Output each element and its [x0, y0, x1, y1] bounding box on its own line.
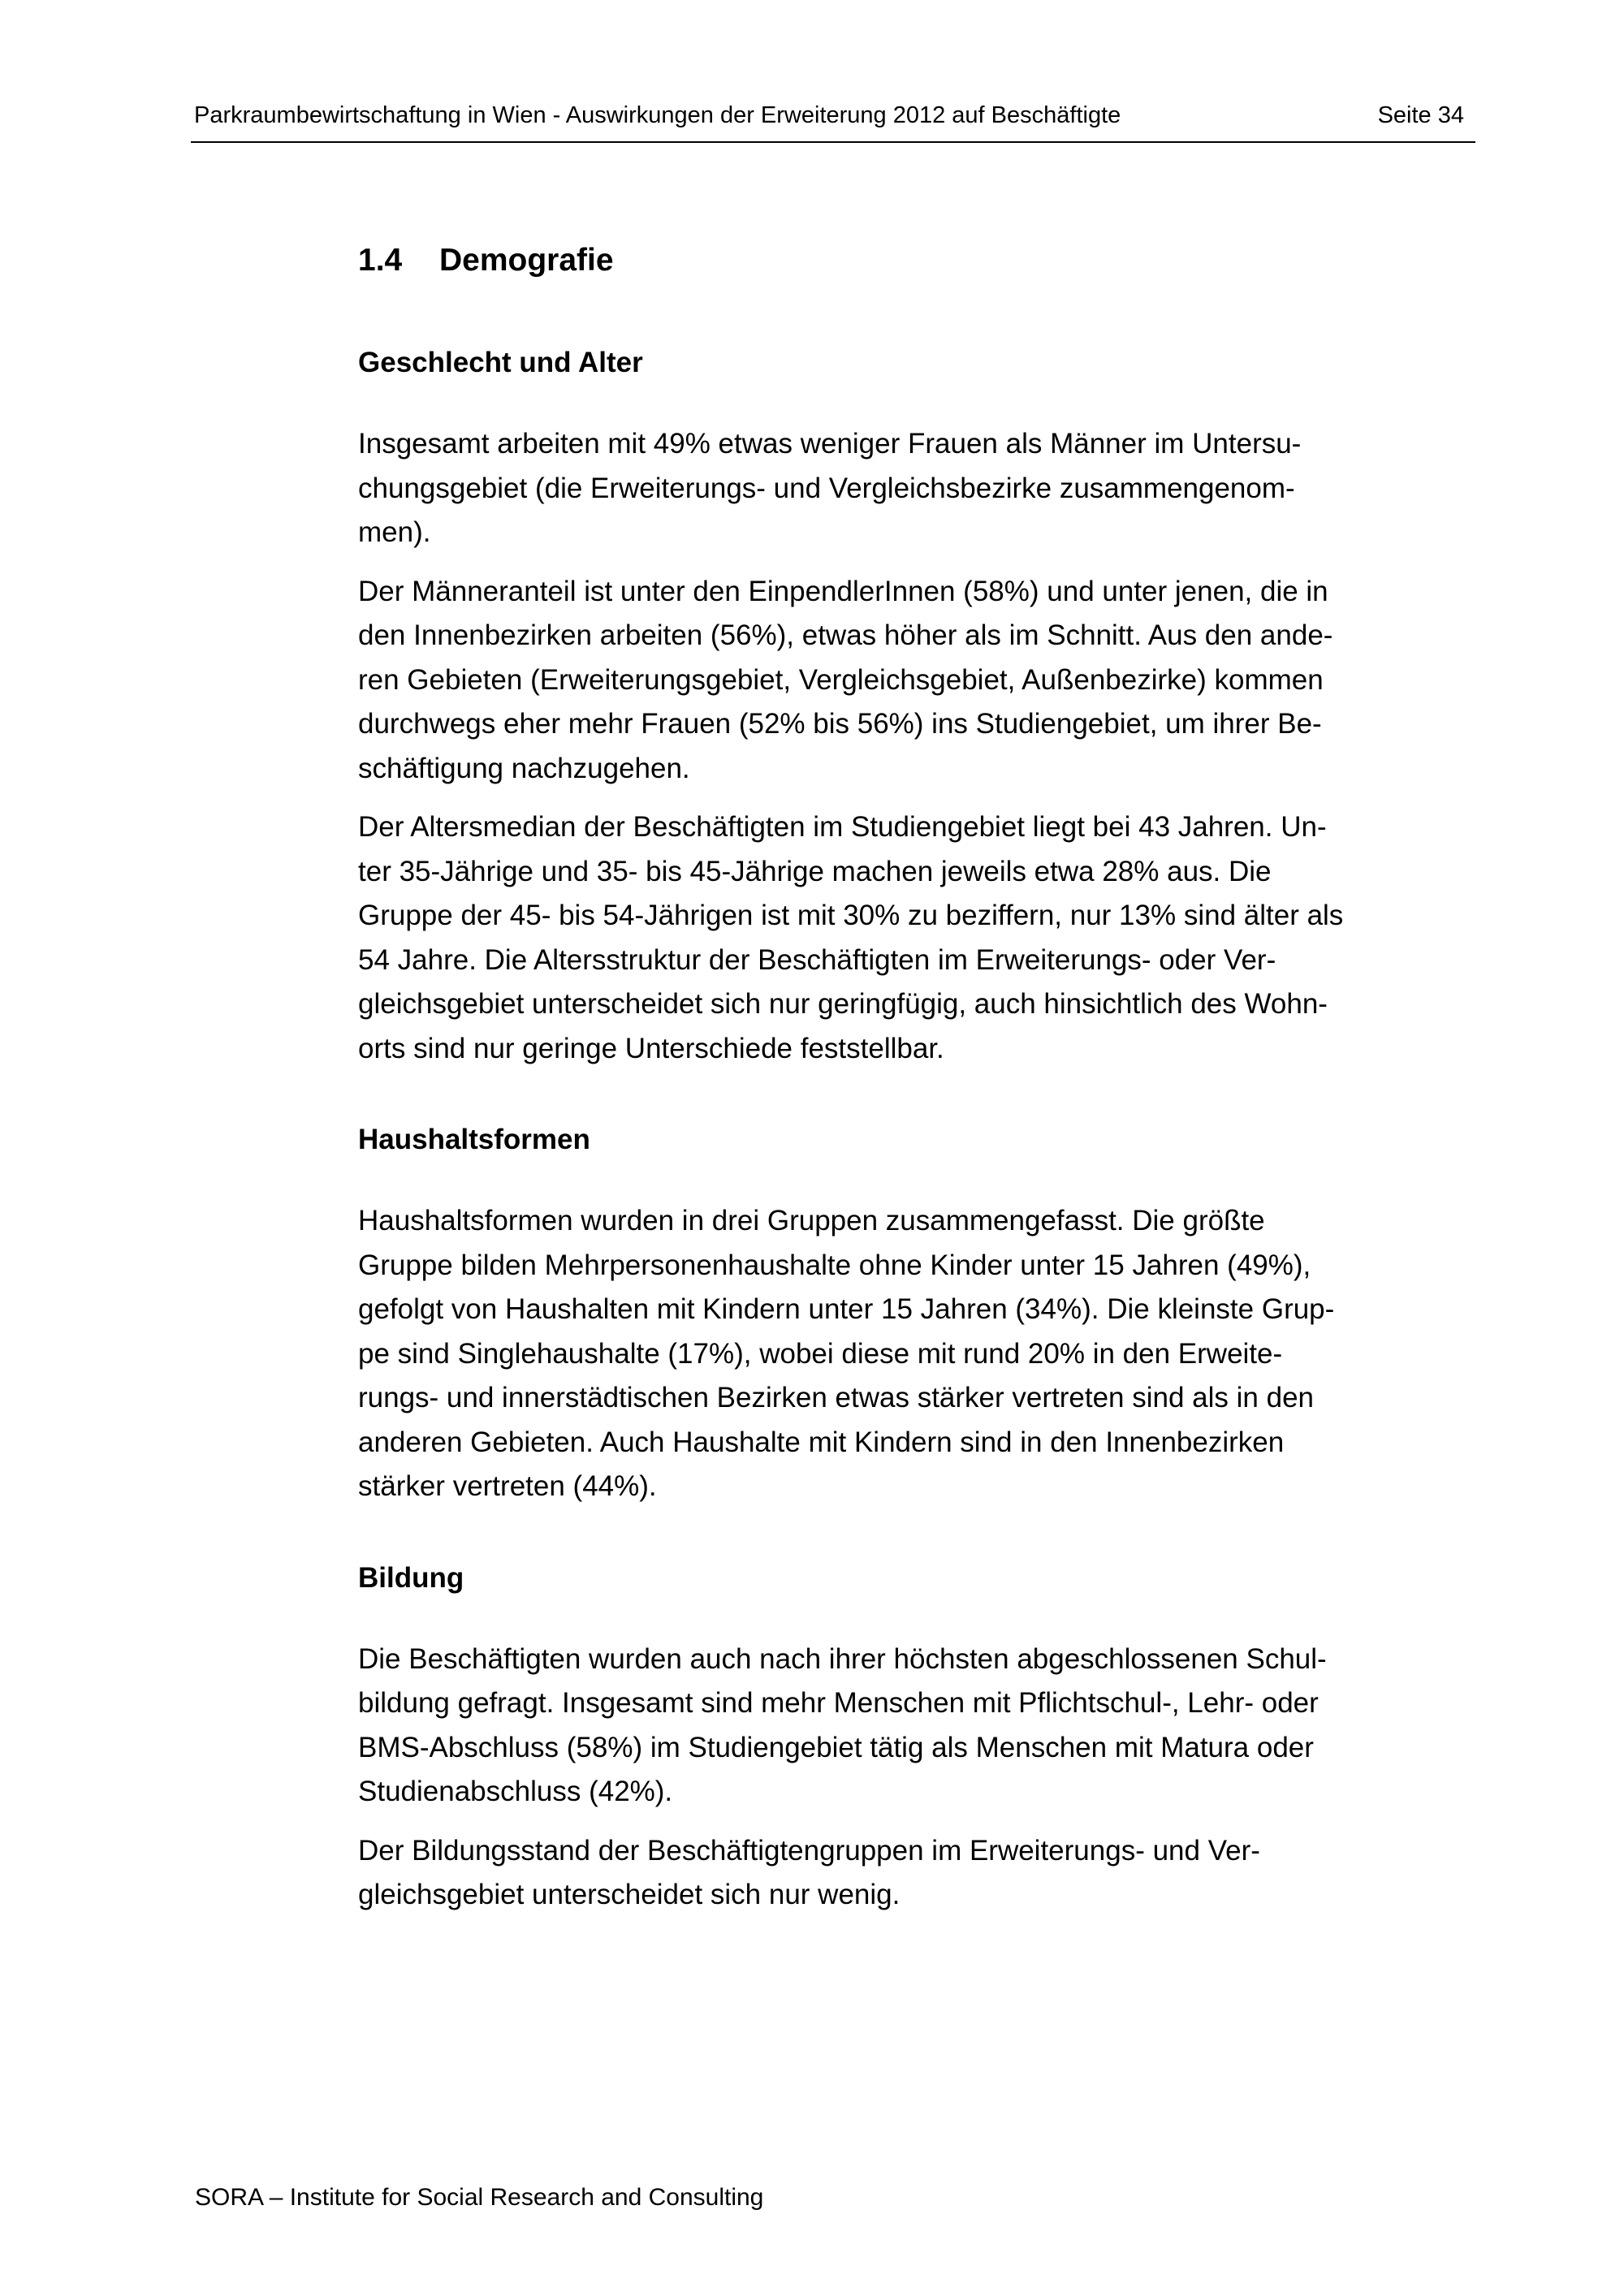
document-body — [358, 234, 1479, 1918]
paragraph-line: gleichsgebiet unterscheidet sich nur wenig. — [358, 1879, 901, 1910]
paragraph-line: gefolgt von Haushalten mit Kindern unter 15 Jahren (34%). Die kleinste Grup- — [358, 1293, 1335, 1325]
paragraph — [358, 422, 1479, 555]
paragraph-line: ter 35-Jährige und 35- bis 45-Jährige machen jeweils etwa 28% aus. Die — [358, 855, 1272, 887]
paragraph-line: BMS-Abschluss (58%) im Studiengebiet tätig als Menschen mit Matura oder — [358, 1731, 1314, 1763]
subsection-heading: Bildung — [358, 1561, 464, 1594]
paragraph-line: gleichsgebiet unterscheidet sich nur geringfügig, auch hinsichtlich des Wohn- — [358, 988, 1328, 1020]
header-title: Parkraumbewirtschaftung in Wien - Auswirkungen der Erweiterung 2012 auf Beschäftigte — [194, 102, 1121, 128]
paragraph-line: rungs- und innerstädtischen Bezirken etwas stärker vertreten sind als in den — [358, 1382, 1314, 1413]
paragraph-line: bildung gefragt. Insgesamt sind mehr Menschen mit Pflichtschul-, Lehr- oder — [358, 1687, 1319, 1719]
paragraph-line: men). — [358, 516, 431, 548]
paragraph-line: Der Männeranteil ist unter den EinpendlerInnen (58%) und unter jenen, die in — [358, 575, 1328, 607]
paragraph-line: Gruppe der 45- bis 54-Jährigen ist mit 30% zu beziffern, nur 13% sind älter als — [358, 900, 1344, 931]
paragraph-line: anderen Gebieten. Auch Haushalte mit Kindern sind in den Innenbezirken — [358, 1426, 1285, 1458]
paragraph-line: Haushaltsformen wurden in drei Gruppen zusammengefasst. Die größte — [358, 1205, 1265, 1236]
subsection-heading: Geschlecht und Alter — [358, 347, 643, 378]
page-footer: SORA – Institute for Social Research and Consulting — [195, 2184, 764, 2211]
paragraph-line: ren Gebieten (Erweiterungsgebiet, Vergleichsgebiet, Außenbezirke) kommen — [358, 663, 1324, 696]
paragraph-line: Insgesamt arbeiten mit 49% etwas weniger Frauen als Männer im Untersu- — [358, 428, 1302, 460]
paragraph-line: Der Altersmedian der Beschäftigten im Studiengebiet liegt bei 43 Jahren. Un- — [358, 811, 1327, 843]
paragraph-line: orts sind nur geringe Unterschiede feststellbar. — [358, 1032, 944, 1064]
section-blocks — [358, 339, 1479, 1918]
paragraph-line: durchwegs eher mehr Frauen (52% bis 56%) ins Studiengebiet, um ihrer Be- — [358, 708, 1322, 740]
subsection-heading: Haushaltsformen — [358, 1124, 590, 1155]
paragraph-line: chungsgebiet (die Erweiterungs- und Vergleichsbezirke zusammengenom- — [358, 472, 1295, 504]
paragraph-line: schäftigung nachzugehen. — [358, 752, 690, 784]
paragraph-line: Der Bildungsstand der Beschäftigtengruppen im Erweiterungs- und Ver- — [358, 1834, 1260, 1867]
page-header — [191, 101, 1475, 143]
subsection — [358, 1116, 1479, 1509]
block-spacer — [358, 1071, 1479, 1116]
page-number: Seite 34 — [1377, 102, 1464, 128]
paragraph-line: Studienabschluss (42%). — [358, 1776, 673, 1807]
paragraph-line: Die Beschäftigten wurden auch nach ihrer höchsten abgeschlossenen Schul- — [358, 1642, 1327, 1675]
paragraph — [358, 805, 1479, 1071]
subsection — [358, 1555, 1479, 1918]
paragraph — [358, 570, 1479, 792]
paragraph-line: Gruppe bilden Mehrpersonenhaushalte ohne Kinder unter 15 Jahren (49%), — [358, 1249, 1311, 1281]
section-title — [358, 234, 1479, 287]
paragraph — [358, 1829, 1479, 1918]
section-title-text: Demografie — [439, 243, 614, 278]
paragraph-line: den Innenbezirken arbeiten (56%), etwas höher als im Schnitt. Aus den ande- — [358, 619, 1333, 651]
section-number: 1.4 — [358, 243, 403, 278]
block-spacer — [358, 1509, 1479, 1555]
paragraph-line: 54 Jahre. Die Altersstruktur der Beschäftigten im Erweiterungs- oder Ver- — [358, 943, 1276, 976]
paragraph-line: pe sind Singlehaushalte (17%), wobei diese mit rund 20% in den Erweite- — [358, 1337, 1283, 1370]
paragraph — [358, 1199, 1479, 1509]
paragraph-line: stärker vertreten (44%). — [358, 1470, 657, 1502]
subsection — [358, 339, 1479, 1071]
paragraph — [358, 1638, 1479, 1815]
